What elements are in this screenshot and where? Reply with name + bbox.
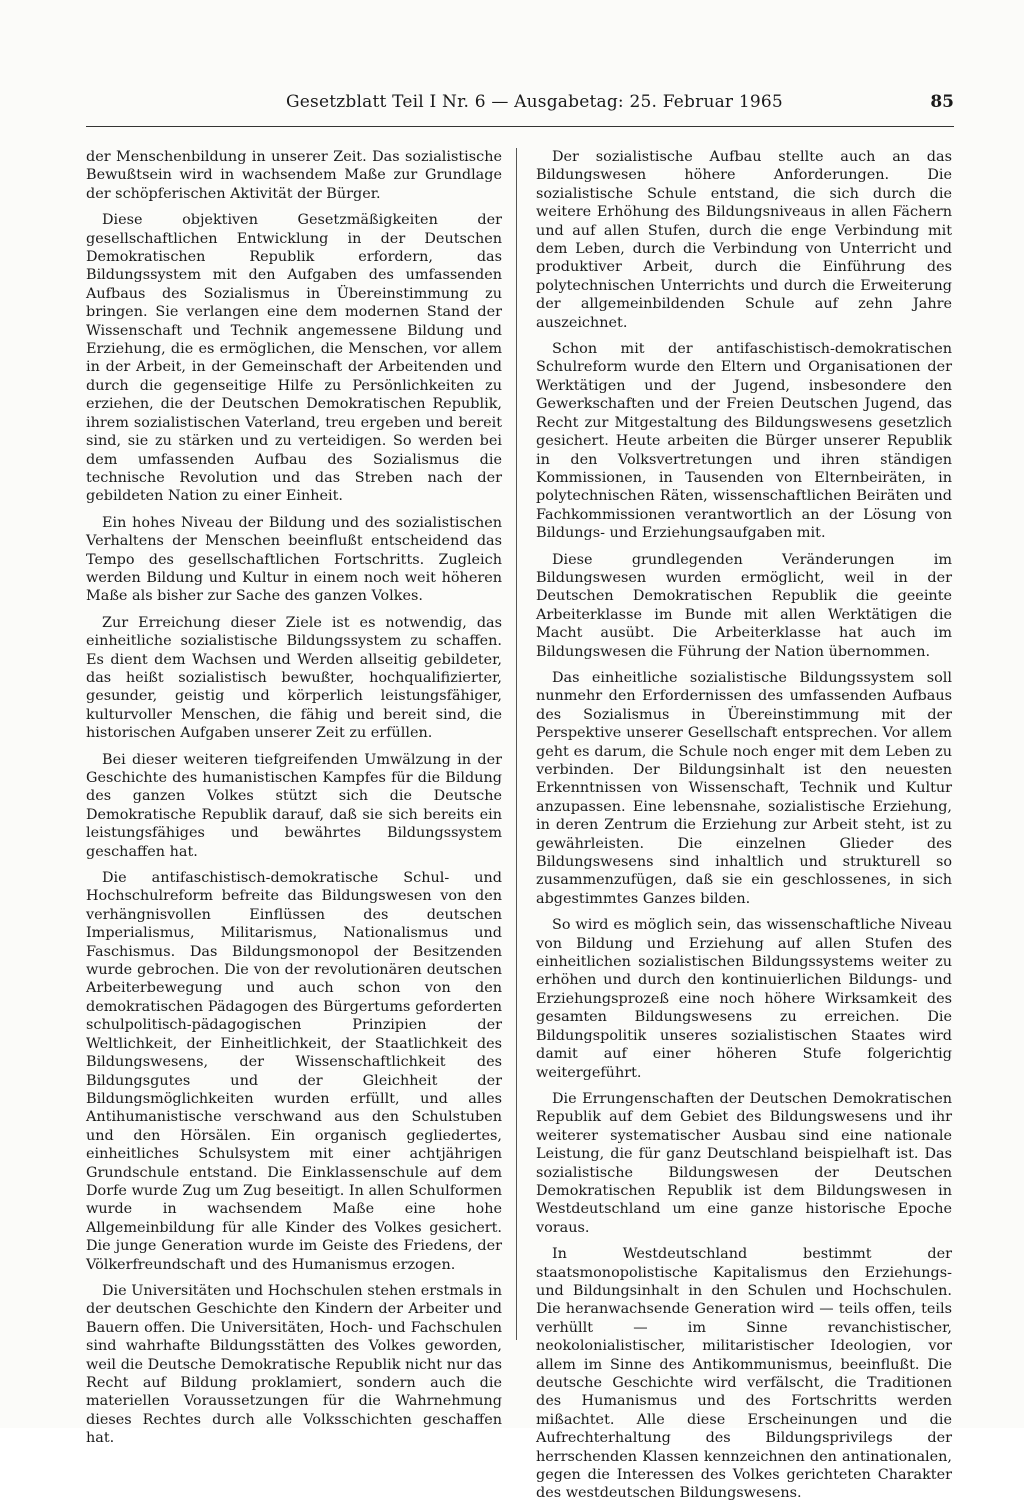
- header-rule: [86, 126, 954, 127]
- paragraph: Der sozialistische Aufbau stellte auch an das Bildungswesen höhere Anforderungen. Die sozialistische Schule entstand, die sich durch die weitere Erhöhung des Bildungsniveaus in allen Fächern und auf allen Stufen, durch die enge Verbindung mit dem Leben, durch die Verbindung von Unterricht und produktiver Arbeit, durch die Einführung des polytechnischen Unterrichts und durch die Erweiterung der allgemeinbildenden Schule auf zehn Jahre auszeichnet.: [536, 149, 952, 331]
- paragraph: Schon mit der antifaschistisch-demokratischen Schulreform wurde den Eltern und Organisationen der Werktätigen und der Jugend, insbesondere den Gewerkschaften und der Freien Deutschen Jugend, das Recht zur Mitgestaltung des Bildungswesens gesetzlich gesichert. Heute arbeiten die Bürger unserer Republik in den Volksvertretungen und ihren ständigen Kommissionen, in Tausenden von Elternbeiräten, in polytechnischen Räten, wissenschaftlichen Beiräten und Fachkommissionen verantwortlich an der Lösung von Bildungs- und Erziehungsaufgaben mit.: [536, 341, 952, 542]
- paragraph: Das einheitliche sozialistische Bildungssystem soll nunmehr den Erfordernissen des umfassenden Aufbaus des Sozialismus in Übereinstimmung mit der Perspektive unserer Gesellschaft entsprechen. Vor allem geht es darum, die Schule noch enger mit dem Leben zu verbinden. Der Bildungsinhalt ist den neuesten Erkenntnissen von Wissenschaft, Technik und Kultur anzupassen. Eine lebensnahe, sozialistische Erziehung, in deren Zentrum die Erziehung zur Arbeit steht, ist zu gewährleisten. Die einzelnen Glieder des Bildungswesens sind inhaltlich und strukturell so zusammenzufügen, daß sie ein geschlossenes, in sich abgestimmtes Ganzes bilden.: [536, 669, 952, 907]
- paragraph: Diese objektiven Gesetzmäßigkeiten der gesellschaftlichen Entwicklung in der Deutschen Demokratischen Republik erfordern, das Bildungssystem mit den Aufgaben des umfassenden Aufbaus des Sozialismus in Übereinstimmung zu bringen. Sie verlangen eine dem modernen Stand der Wissenschaft und Technik angemessene Bildung und Erziehung, die es ermöglichen, die Menschen, vor allem in der Arbeit, in der Gemeinschaft der Arbeitenden und durch die gegenseitige Hilfe zu Persönlichkeiten zu erziehen, die der Deutschen Demokratischen Republik, ihrem sozialistischen Vaterland, treu ergeben und bereit sind, sie zu stärken und zu verteidigen. So werden bei dem umfassenden Aufbau des Sozialismus die technische Revolution und das Streben nach der gebildeten Nation zu einer Einheit.: [86, 212, 502, 505]
- paragraph: Die antifaschistisch-demokratische Schul- und Hochschulreform befreite das Bildungswesen von den verhängnisvollen Einflüssen des deutschen Imperialismus, Militarismus, Nationalismus und Faschismus. Das Bildungsmonopol der Besitzenden wurde gebrochen. Die von der revolutionären deutschen Arbeiterbewegung und auch schon von den demokratischen Pädagogen des Bürgertums geforderten schulpolitisch-pädagogischen Prinzipien der Weltlichkeit, der Einheitlichkeit, der Staatlichkeit des Bildungswesens, der Wissenschaftlichkeit des Bildungsgutes und der Gleichheit der Bildungsmöglichkeiten wurden erfüllt, und alles Antihumanistische verschwand aus den Schulstuben und den Hörsälen. Ein organisch gegliedertes, einheitliches Schulsystem mit einer achtjährigen Grundschule entstand. Die Einklassenschule auf dem Dorfe wurde Zug um Zug beseitigt. In allen Schulformen wurde in wachsendem Maße eine hohe Allgemeinbildung für alle Kinder des Volkes gesichert. Die junge Generation wurde im Geiste des Friedens, der Völkerfreundschaft und des Humanismus erzogen.: [86, 870, 502, 1273]
- left-column: [86, 148, 502, 1456]
- page-number: 85: [930, 92, 954, 112]
- page-header: [86, 92, 954, 122]
- paragraph: Die Universitäten und Hochschulen stehen erstmals in der deutschen Geschichte den Kindern der Arbeiter und Bauern offen. Die Universitäten, Hoch- und Fachschulen sind wahrhafte Bildungsstätten des Volkes geworden, weil die Deutsche Demokratische Republik nicht nur das Recht auf Bildung proklamiert, sondern auch die materiellen Voraussetzungen für die Wahrnehmung dieses Rechtes durch alle Volksschichten geschaffen hat.: [86, 1282, 502, 1447]
- paragraph: Die Errungenschaften der Deutschen Demokratischen Republik auf dem Gebiet des Bildungswesens und ihr weiterer systematischer Ausbau sind eine nationale Leistung, die für ganz Deutschland beispielhaft ist. Das sozialistische Bildungswesen der Deutschen Demokratischen Republik ist dem Bildungswesen in Westdeutschland um eine ganze historische Epoche voraus.: [536, 1090, 952, 1236]
- paragraph: Diese grundlegenden Veränderungen im Bildungswesen wurden ermöglicht, weil in der Deutschen Demokratischen Republik die geeinte Arbeiterklasse im Bunde mit allen Werktätigen die Macht ausübt. Die Arbeiterklasse hat auch im Bildungswesen die Führung der Nation übernommen.: [536, 551, 952, 660]
- column-divider: [516, 148, 517, 1340]
- paragraph: der Menschenbildung in unserer Zeit. Das sozialistische Bewußtsein wird in wachsendem Maße zur Grundlage der schöpferischen Aktivität der Bürger.: [86, 149, 502, 202]
- paragraph: Bei dieser weiteren tiefgreifenden Umwälzung in der Geschichte des humanistischen Kampfes für die Bildung des ganzen Volkes stützt sich die Deutsche Demokratische Republik darauf, daß sie sich bereits ein leistungsfähiges und bewährtes Bildungssystem geschaffen hat.: [86, 751, 502, 860]
- right-column: [536, 148, 952, 1511]
- paragraph: Zur Erreichung dieser Ziele ist es notwendig, das einheitliche sozialistische Bildungssystem zu schaffen. Es dient dem Wachsen und Werden allseitig gebildeter, das heißt sozialistisch bewußter, hochqualifizierter, gesunder, geistig und körperlich leistungsfähiger, kulturvoller Menschen, die fähig und bereit sind, die historischen Aufgaben unserer Zeit zu erfüllen.: [86, 614, 502, 742]
- header-title: Gesetzblatt Teil I Nr. 6 — Ausgabetag: 25. Februar 1965: [286, 92, 783, 112]
- paragraph: In Westdeutschland bestimmt der staatsmonopolistische Kapitalismus den Erziehungs- und Bildungsinhalt in den Schulen und Hochschulen. Die heranwachsende Generation wird — teils offen, teils verhüllt — im Sinne revanchistischer, neokolonialistischer, militaristischer Ideologien, vor allem im Sinne des Antikommunismus, beeinflußt. Die deutsche Geschichte wird verfälscht, die Traditionen des Humanismus und des Fortschritts werden mißachtet. Alle diese Erscheinungen und die Aufrechterhaltung des Bildungsprivilegs der herrschenden Klassen kennzeichnen den antinationalen, gegen die Interessen des Volkes gerichteten Charakter des westdeutschen Bildungswesens.: [536, 1246, 952, 1502]
- paragraph: So wird es möglich sein, das wissenschaftliche Niveau von Bildung und Erziehung auf allen Stufen des einheitlichen sozialistischen Bildungssystems weiter zu erhöhen und durch den kontinuierlichen Bildungs- und Erziehungsprozeß eine noch höhere Wirksamkeit des gesamten Bildungswesens zu erreichen. Die Bildungspolitik unseres sozialistischen Staates wird damit auf einer höheren Stufe folgerichtig weitergeführt.: [536, 917, 952, 1081]
- paragraph: Ein hohes Niveau der Bildung und des sozialistischen Verhaltens der Menschen beeinflußt entscheidend das Tempo des gesellschaftlichen Fortschritts. Zugleich werden Bildung und Kultur in einem noch weit höheren Maße als bisher zur Sache des ganzen Volkes.: [86, 514, 502, 605]
